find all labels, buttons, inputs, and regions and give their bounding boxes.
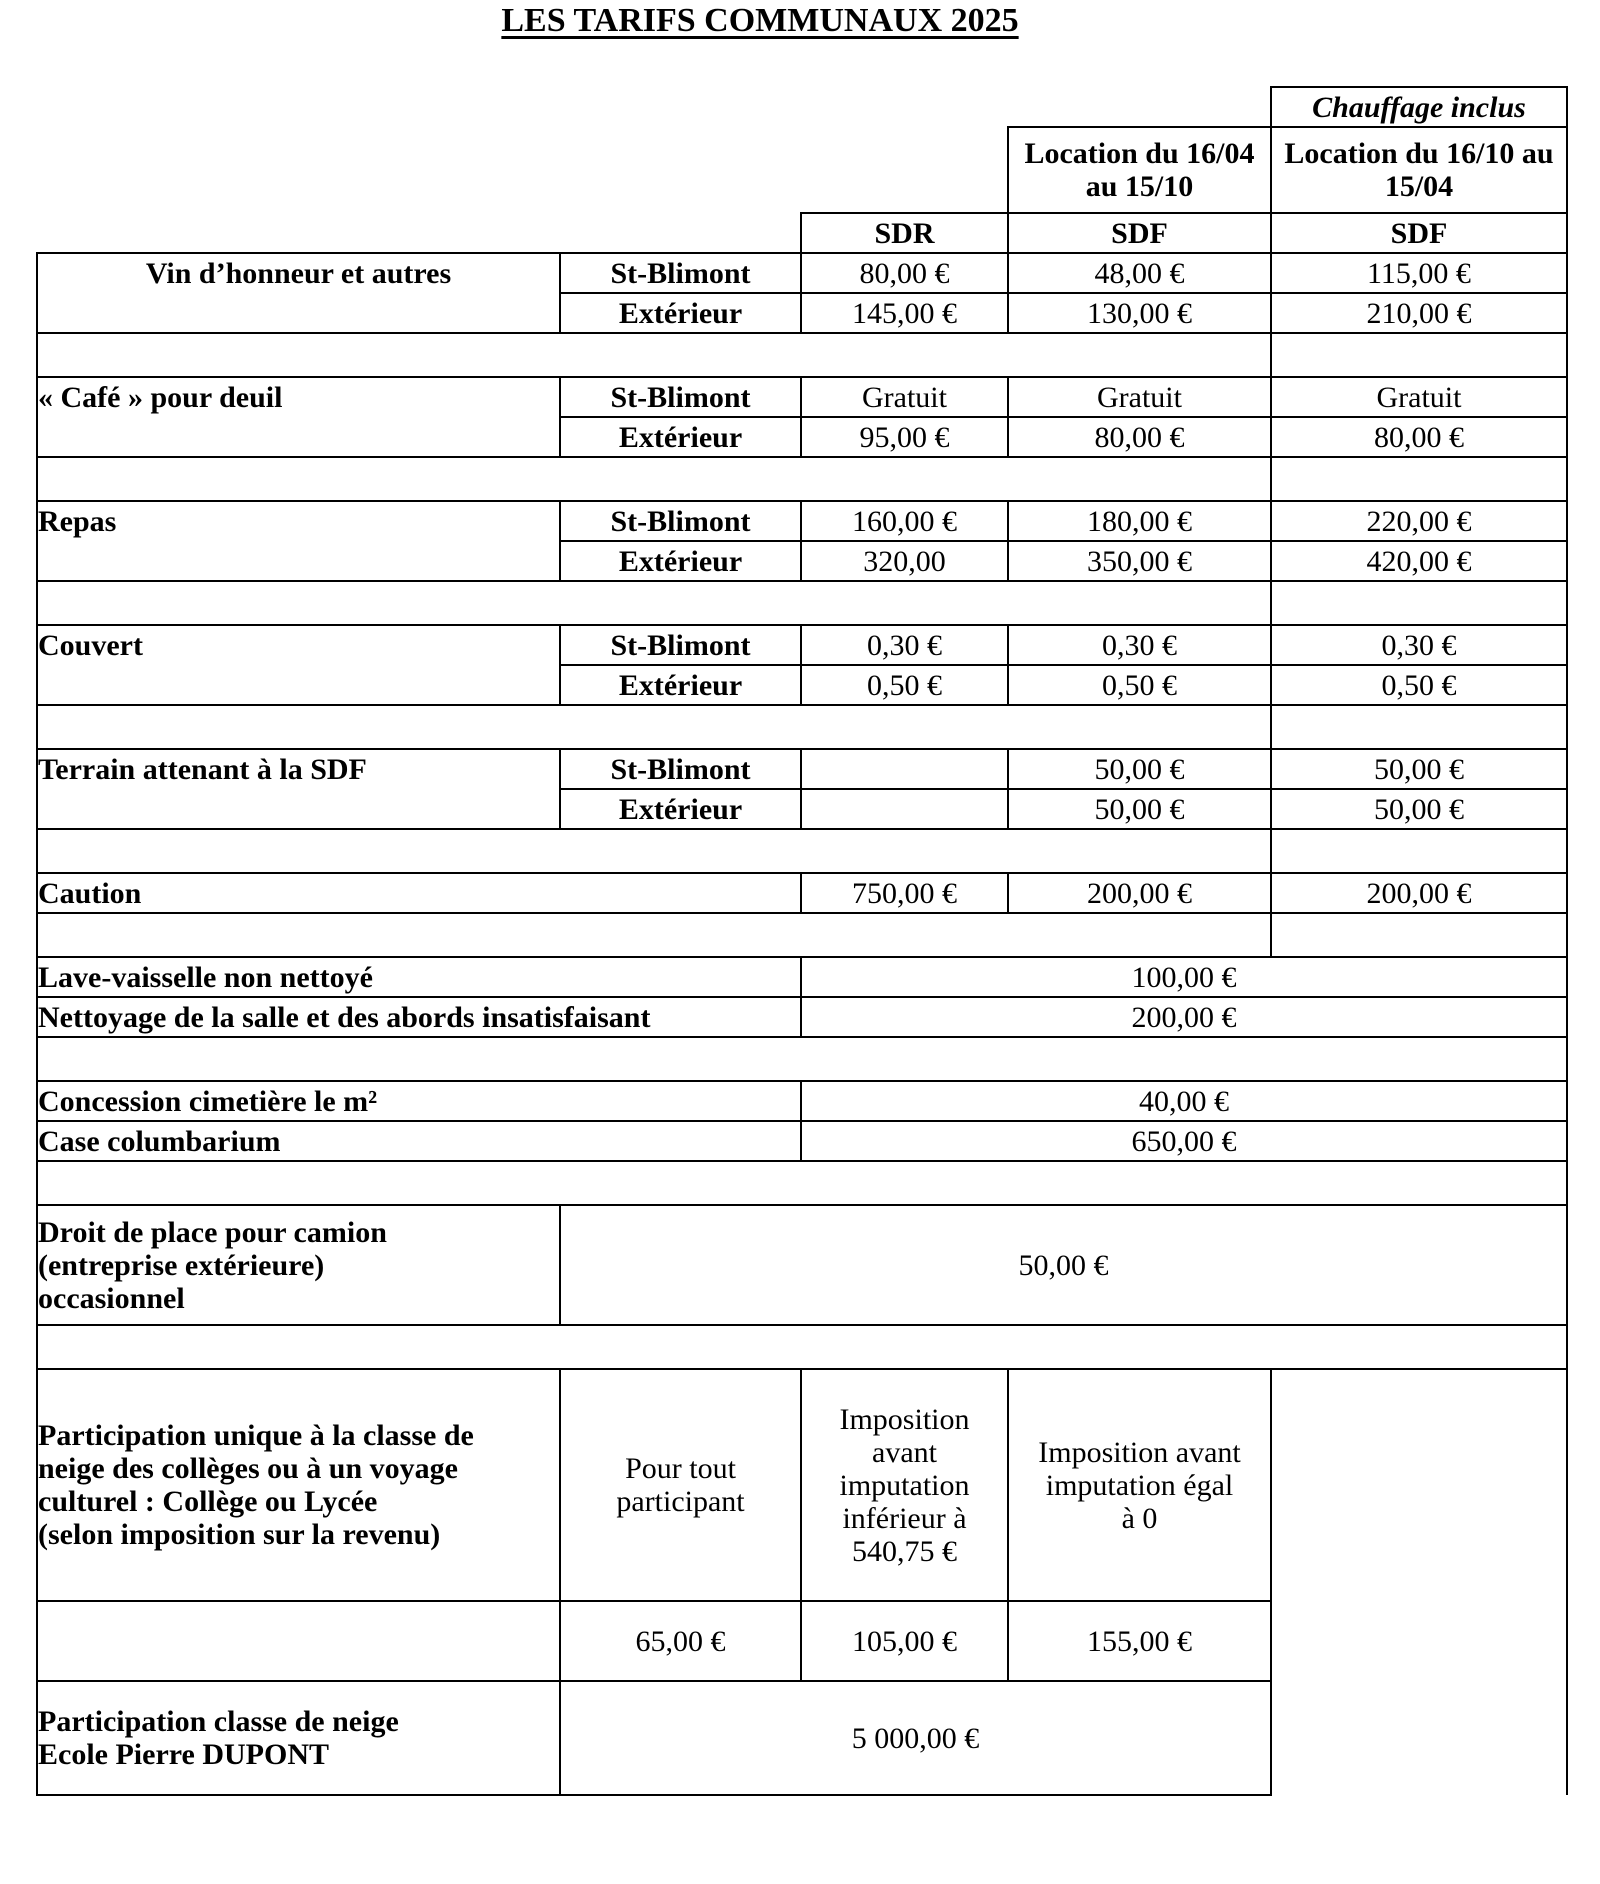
table-row: [37, 1081, 1567, 1121]
price-cell: 65,00 €: [560, 1601, 801, 1681]
table-row: [37, 253, 1567, 293]
price-cell: 200,00 €: [801, 997, 1567, 1037]
price-cell: 80,00 €: [801, 253, 1008, 293]
header-sdr: SDR: [801, 213, 1008, 253]
section-label: Couvert: [37, 625, 560, 665]
section-label: Vin d’honneur et autres: [37, 253, 560, 293]
table-row: [37, 957, 1567, 997]
droit-place-label: Droit de place pour camion (entreprise extérieure) occasionnel: [37, 1205, 560, 1325]
price-cell: 200,00 €: [1008, 873, 1271, 913]
price-cell: 155,00 €: [1008, 1601, 1271, 1681]
location-label: St-Blimont: [560, 377, 801, 417]
price-cell: 0,30 €: [1008, 625, 1271, 665]
price-cell: 0,30 €: [1271, 625, 1567, 665]
price-cell: 40,00 €: [801, 1081, 1567, 1121]
price-cell: 5 000,00 €: [560, 1681, 1271, 1795]
price-cell: 100,00 €: [801, 957, 1567, 997]
location-label: St-Blimont: [560, 749, 801, 789]
price-cell: 130,00 €: [1008, 293, 1271, 333]
price-cell: 80,00 €: [1008, 417, 1271, 457]
section-label: Terrain attenant à la SDF: [37, 749, 560, 789]
table-row: [37, 749, 1567, 789]
price-cell: Gratuit: [801, 377, 1008, 417]
cemetery-label: Concession cimetière le m²: [37, 1081, 801, 1121]
table-row: [37, 417, 1567, 457]
header-period-winter: Location du 16/10 au 15/04: [1271, 127, 1567, 213]
participation-col2: Imposition avant imputation inférieur à 540,75 €: [801, 1369, 1008, 1601]
page-title-wrap: [480, 2, 1040, 40]
price-cell: [801, 789, 1008, 829]
price-cell: 48,00 €: [1008, 253, 1271, 293]
header-period-summer: Location du 16/04 au 15/10: [1008, 127, 1271, 213]
table-row: [37, 625, 1567, 665]
table-row: [37, 665, 1567, 705]
participation-col3: Imposition avant imputation égal à 0: [1008, 1369, 1271, 1601]
price-cell: 350,00 €: [1008, 541, 1271, 581]
price-cell: 0,50 €: [1271, 665, 1567, 705]
penalty-label: Nettoyage de la salle et des abords insatisfaisant: [37, 997, 801, 1037]
penalty-label: Lave-vaisselle non nettoyé: [37, 957, 801, 997]
cemetery-label: Case columbarium: [37, 1121, 801, 1161]
price-cell: 180,00 €: [1008, 501, 1271, 541]
caution-label: Caution: [37, 873, 801, 913]
header-sdf-summer: SDF: [1008, 213, 1271, 253]
price-cell: 115,00 €: [1271, 253, 1567, 293]
location-label: Extérieur: [560, 417, 801, 457]
price-cell: 210,00 €: [1271, 293, 1567, 333]
ecole-label: Participation classe de neige Ecole Pierre DUPONT: [37, 1681, 560, 1795]
table-row: [37, 293, 1567, 333]
price-cell: 50,00 €: [1008, 789, 1271, 829]
price-cell: 105,00 €: [801, 1601, 1008, 1681]
price-cell: Gratuit: [1271, 377, 1567, 417]
price-cell: 320,00: [801, 541, 1008, 581]
price-cell: 750,00 €: [801, 873, 1008, 913]
location-label: Extérieur: [560, 541, 801, 581]
location-label: Extérieur: [560, 293, 801, 333]
price-cell: 145,00 €: [801, 293, 1008, 333]
price-cell: 220,00 €: [1271, 501, 1567, 541]
location-label: Extérieur: [560, 665, 801, 705]
table-row: [37, 501, 1567, 541]
table-row: [37, 1121, 1567, 1161]
price-cell: 95,00 €: [801, 417, 1008, 457]
price-cell: Gratuit: [1008, 377, 1271, 417]
price-cell: 420,00 €: [1271, 541, 1567, 581]
header-sdf-winter: SDF: [1271, 213, 1567, 253]
tariffs-table: [36, 86, 1568, 1796]
price-cell: 650,00 €: [801, 1121, 1567, 1161]
price-cell: 50,00 €: [1271, 789, 1567, 829]
location-label: St-Blimont: [560, 625, 801, 665]
location-label: St-Blimont: [560, 501, 801, 541]
price-cell: 200,00 €: [1271, 873, 1567, 913]
table-row: [37, 789, 1567, 829]
table-row: [37, 873, 1567, 913]
price-cell: 0,50 €: [801, 665, 1008, 705]
participation-col1: Pour tout participant: [560, 1369, 801, 1601]
location-label: St-Blimont: [560, 253, 801, 293]
section-label: « Café » pour deuil: [37, 377, 560, 417]
price-cell: 80,00 €: [1271, 417, 1567, 457]
price-cell: 0,30 €: [801, 625, 1008, 665]
table-row: [37, 1205, 1567, 1325]
price-cell: 50,00 €: [560, 1205, 1567, 1325]
price-cell: [801, 749, 1008, 789]
table-row: [37, 377, 1567, 417]
table-row: [37, 541, 1567, 581]
table-row: [37, 1369, 1567, 1601]
header-chauffage: Chauffage inclus: [1271, 87, 1567, 127]
price-cell: 0,50 €: [1008, 665, 1271, 705]
price-cell: 50,00 €: [1271, 749, 1567, 789]
price-cell: 50,00 €: [1008, 749, 1271, 789]
location-label: Extérieur: [560, 789, 801, 829]
table-row: [37, 997, 1567, 1037]
participation-label: Participation unique à la classe de neige des collèges ou à un voyage culturel : Collège ou Lycée (selon imposition sur la revenu): [37, 1369, 560, 1601]
price-cell: 160,00 €: [801, 501, 1008, 541]
section-label: Repas: [37, 501, 560, 541]
page-title: LES TARIFS COMMUNAUX 2025: [501, 2, 1019, 39]
